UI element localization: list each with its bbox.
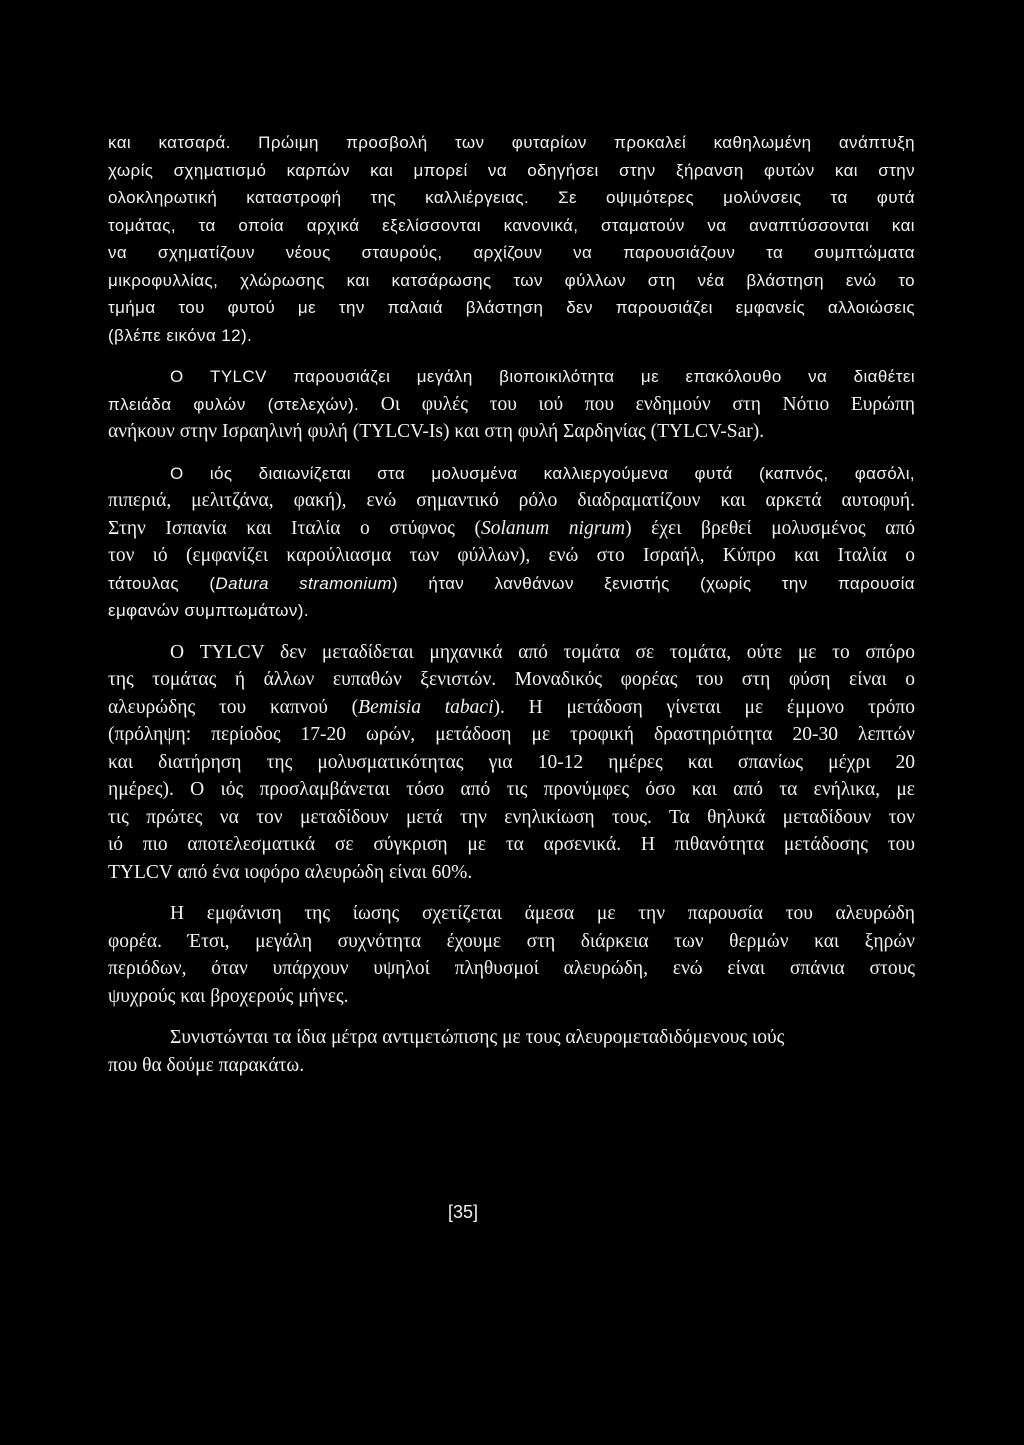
text-line: ιό πιο αποτελεσματικά σε σύγκριση με τα αρσενικά. Η πιθανότητα μετάδοσης του bbox=[108, 834, 915, 855]
text-line: Η εμφάνιση της ίωσης σχετίζεται άμεσα με την παρουσία του αλευρώδη bbox=[170, 903, 915, 924]
text-line: να σχηματίζουν νέους σταυρούς, αρχίζουν να παρουσιάζουν τα συμπτώματα bbox=[108, 243, 915, 262]
text-line: ολοκληρωτική καταστροφή της καλλιέργειας. Σε οψιμότερες μολύνσεις τα φυτά bbox=[108, 188, 915, 207]
paragraph bbox=[108, 1024, 915, 1079]
text-run: Οι φυλές του ιού που ενδημούν στη Νότιο Ευρώπη bbox=[359, 393, 916, 415]
text-run: πλειάδα φυλών (στελεχών). bbox=[108, 394, 360, 414]
text-line: ημέρες). Ο ιός προσλαμβάνεται τόσο από τις προνύμφες όσο και από τα ενήλικα, με bbox=[108, 779, 915, 800]
paragraph bbox=[108, 460, 915, 625]
text-line: Ο ιός διαιωνίζεται στα μολυσμένα καλλιεργούμενα φυτά (καπνός, φασόλι, bbox=[170, 463, 915, 483]
text-line bbox=[108, 391, 915, 419]
paragraph bbox=[108, 639, 915, 887]
text-line: TYLCV από ένα ιοφόρο αλευρώδη είναι 60%. bbox=[108, 861, 473, 883]
text-line: Συνιστώνται τα ίδια μέτρα αντιμετώπισης με τους αλευρομεταδιδόμενους ιούς bbox=[170, 1027, 785, 1048]
paragraph bbox=[108, 363, 915, 446]
text-line: εμφανών συμπτωμάτων). bbox=[108, 601, 309, 620]
text-line: και κατσαρά. Πρώιμη προσβολή των φυταρίων προκαλεί καθηλωμένη ανάπτυξη bbox=[108, 133, 915, 152]
text-line: χωρίς σχηματισμό καρπών και μπορεί να οδηγήσει στην ξήρανση φυτών και στην bbox=[108, 160, 915, 180]
species-name: Solanum nigrum bbox=[480, 517, 626, 539]
text-line: και διατήρηση της μολυσματικότητας για 10-12 ημέρες και σπανίως μέχρι 20 bbox=[108, 751, 915, 773]
text-line: τμήμα του φυτού με την παλαιά βλάστηση δεν παρουσιάζει εμφανείς αλλοιώσεις bbox=[108, 298, 915, 317]
text-line bbox=[108, 694, 915, 722]
text-run: ) ήταν λανθάνων ξενιστής (χωρίς την παρουσία bbox=[391, 573, 916, 593]
text-line: Ο TYLCV δεν μεταδίδεται μηχανικά από τομάτα σε τομάτα, ούτε με το σπόρο bbox=[170, 641, 915, 663]
paragraph bbox=[108, 129, 915, 349]
text-line: (πρόληψη: περίοδος 17-20 ωρών, μετάδοση με τροφική δραστηριότητα 20-30 λεπτών bbox=[108, 724, 915, 745]
text-line: που θα δούμε παρακάτω. bbox=[108, 1054, 305, 1076]
text-run: αλευρώδης του καπνού ( bbox=[108, 696, 359, 718]
text-line: ψυχρούς και βροχερούς μήνες. bbox=[108, 985, 349, 1007]
text-line: περιόδων, όταν υπάρχουν υψηλοί πληθυσμοί αλευρώδη, ενώ είναι σπάνια στους bbox=[108, 958, 915, 979]
text-line: τομάτας, τα οποία αρχικά εξελίσσονται κανονικά, σταματούν να αναπτύσσονται και bbox=[108, 215, 915, 235]
text-line: ανήκουν στην Ισραηλινή φυλή (TYLCV-Is) και στη φυλή Σαρδηνίας (TYLCV-Sar). bbox=[108, 421, 765, 442]
body-text bbox=[108, 129, 915, 1093]
text-run: ). Η μετάδοση γίνεται με έμμονο τρόπο bbox=[493, 696, 915, 718]
text-run: ) έχει βρεθεί μολυσμένος από bbox=[625, 517, 915, 539]
page-number: [35] bbox=[447, 1202, 479, 1222]
text-run: Στην Ισπανία και Ιταλία ο στύφνος ( bbox=[108, 517, 481, 539]
paragraph bbox=[108, 900, 915, 1010]
text-line: (βλέπε εικόνα 12). bbox=[108, 325, 253, 345]
text-line: πιπεριά, μελιτζάνα, φακή), ενώ σημαντικό ρόλο διαδραματίζουν και αρκετά αυτοφυή. bbox=[108, 490, 915, 511]
text-line: Ο TYLCV παρουσιάζει μεγάλη βιοποικιλότητα με επακόλουθο να διαθέτει bbox=[170, 367, 915, 386]
text-line: μικροφυλλίας, χλώρωσης και κατσάρωσης των φύλλων στη νέα βλάστηση ενώ το bbox=[108, 270, 915, 290]
text-run: τάτουλας ( bbox=[108, 573, 216, 593]
text-line: τον ιό (εμφανίζει καρούλιασμα των φύλλων), ενώ στο Ισραήλ, Κύπρο και Ιταλία ο bbox=[108, 545, 915, 566]
text-line bbox=[108, 570, 915, 598]
text-line: τις πρώτες να τον μεταδίδουν μετά την ενηλικίωση τους. Τα θηλυκά μεταδίδουν τον bbox=[108, 806, 915, 828]
text-line: φορέα. Έτσι, μεγάλη συχνότητα έχουμε στη διάρκεια των θερμών και ξηρών bbox=[108, 930, 915, 952]
text-line: της τομάτας ή άλλων ευπαθών ξενιστών. Μοναδικός φορέας του στη φύση είναι ο bbox=[108, 669, 915, 690]
species-name: Bemisia tabaci bbox=[358, 696, 494, 718]
species-name: Datura stramonium bbox=[215, 573, 392, 593]
text-line bbox=[108, 515, 915, 543]
